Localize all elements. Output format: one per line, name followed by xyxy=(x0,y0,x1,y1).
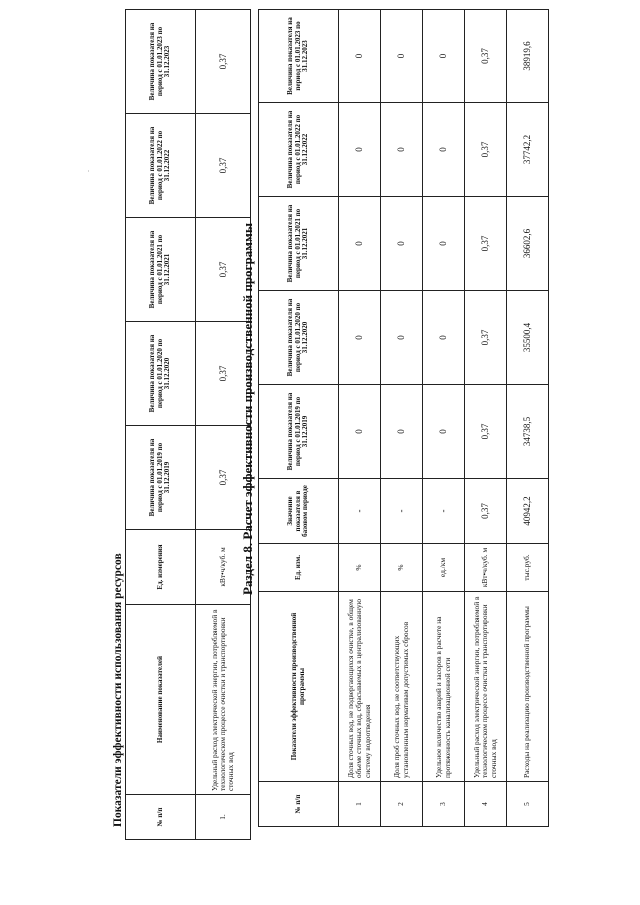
table-row xyxy=(423,10,465,827)
table-cell: 5 xyxy=(507,782,549,827)
table-cell: 0 xyxy=(381,197,423,291)
table-cell: 0 xyxy=(381,10,423,103)
table-cell: - xyxy=(339,479,381,544)
table-cell: 0 xyxy=(339,10,381,103)
table-cell: 1 xyxy=(339,782,381,827)
col-header: № п/п xyxy=(126,795,196,840)
table-cell: 0,37 xyxy=(465,479,507,544)
table-cell: Удельный расход электрической энергии, потребляемой в технологическом процессе очистки и транспортировки сточных вод xyxy=(196,605,251,795)
table-cell: 0,37 xyxy=(465,103,507,197)
col-header: № п/п xyxy=(259,782,339,827)
table-cell: 0 xyxy=(423,197,465,291)
table-row xyxy=(507,10,549,827)
table-cell: 0 xyxy=(381,103,423,197)
col-header: Наименование показателей xyxy=(126,605,196,795)
table-cell: Доля проб сточных вод, не соответствующих установленным нормативам допустимых сбросов xyxy=(381,592,423,782)
table-cell: кВт•ч/куб. м xyxy=(465,544,507,592)
table-cell: ед./км xyxy=(423,544,465,592)
table-cell: 37742,2 xyxy=(507,103,549,197)
table-cell: 0,37 xyxy=(196,114,251,218)
section1-title: Показатели эффективности использования ресурсов xyxy=(112,553,124,827)
table-cell: Доля сточных вод, не подвергающихся очистке, в общем объеме сточных вод, сбрасываемых в централизованную систему водоотведения xyxy=(339,592,381,782)
table-cell: Удельное количество аварий и засоров в расчете на протяженность канализационной сети xyxy=(423,592,465,782)
table-cell: 0 xyxy=(339,103,381,197)
table-cell: - xyxy=(381,479,423,544)
table-cell: кВт•ч/куб. м xyxy=(196,530,251,605)
col-header: Величина показателя на период с 01.01.2020 по 31.12.2020 xyxy=(126,322,196,426)
col-header: Величина показателя на период с 01.01.2022 по 31.12.2022 xyxy=(259,103,339,197)
table-cell: 0 xyxy=(381,385,423,479)
col-header: Величина показателя на период с 01.01.2022 по 31.12.2022 xyxy=(126,114,196,218)
table-cell: 34738,5 xyxy=(507,385,549,479)
table-cell: 0 xyxy=(381,291,423,385)
col-header: Величина показателя на период с 01.01.2023 по 31.12.2023 xyxy=(126,10,196,114)
table-cell: 38919,6 xyxy=(507,10,549,103)
section2-title: Раздел 8. Расчет эффективности производственной программы xyxy=(240,222,255,595)
table-cell: 0,37 xyxy=(465,10,507,103)
table-cell: 0,37 xyxy=(465,385,507,479)
table-header-row xyxy=(126,10,196,840)
col-header: Величина показателя на период с 01.01.2021 по 31.12.2021 xyxy=(259,197,339,291)
table-cell: 0 xyxy=(339,197,381,291)
col-header: Величина показателя на период с 01.01.2019 по 31.12.2019 xyxy=(259,385,339,479)
table-cell: 0 xyxy=(339,291,381,385)
table-cell: 0 xyxy=(423,103,465,197)
col-header: Величина показателя на период с 01.01.2023 по 31.12.2023 xyxy=(259,10,339,103)
table-cell: 1. xyxy=(196,795,251,840)
col-header: Показатели эффективности производственной программы xyxy=(259,592,339,782)
table-cell: % xyxy=(339,544,381,592)
resource-efficiency-table xyxy=(125,9,251,840)
table-cell: 0 xyxy=(423,10,465,103)
table-cell: 0 xyxy=(423,291,465,385)
table-cell: 0,37 xyxy=(196,218,251,322)
table-cell: 36602,6 xyxy=(507,197,549,291)
table-cell: 35500,4 xyxy=(507,291,549,385)
col-header: Величина показателя на период с 01.01.2020 по 31.12.2020 xyxy=(259,291,339,385)
table-cell: 0,37 xyxy=(465,197,507,291)
table-cell: 0 xyxy=(339,385,381,479)
table-cell: 0,37 xyxy=(196,322,251,426)
table-cell: 3 xyxy=(423,782,465,827)
table-cell: 40942,2 xyxy=(507,479,549,544)
table-cell: 4 xyxy=(465,782,507,827)
col-header: Ед. измерения xyxy=(126,530,196,605)
table-row xyxy=(465,10,507,827)
table-cell: 0,37 xyxy=(196,426,251,530)
scan-speck: . xyxy=(82,170,91,172)
table-row xyxy=(339,10,381,827)
table-cell: % xyxy=(381,544,423,592)
col-header: Ед. изм. xyxy=(259,544,339,592)
col-header: Значение показателя в базовом периоде xyxy=(259,479,339,544)
table-header-row xyxy=(259,10,339,827)
col-header: Величина показателя на период с 01.01.2019 по 31.12.2019 xyxy=(126,426,196,530)
program-efficiency-table xyxy=(258,9,549,827)
table-cell: Расходы на реализацию производственной программы xyxy=(507,592,549,782)
table-cell: - xyxy=(423,479,465,544)
table-cell: тыс.руб. xyxy=(507,544,549,592)
table-cell: 2 xyxy=(381,782,423,827)
table-cell: Удельный расход электрической энергии, потребляемой в технологическом процессе очистки и транспортировки сточных вод xyxy=(465,592,507,782)
table-cell: 0,37 xyxy=(465,291,507,385)
col-header: Величина показателя на период с 01.01.2021 по 31.12.2021 xyxy=(126,218,196,322)
table-row xyxy=(381,10,423,827)
table-cell: 0 xyxy=(423,385,465,479)
table-cell: 0,37 xyxy=(196,10,251,114)
